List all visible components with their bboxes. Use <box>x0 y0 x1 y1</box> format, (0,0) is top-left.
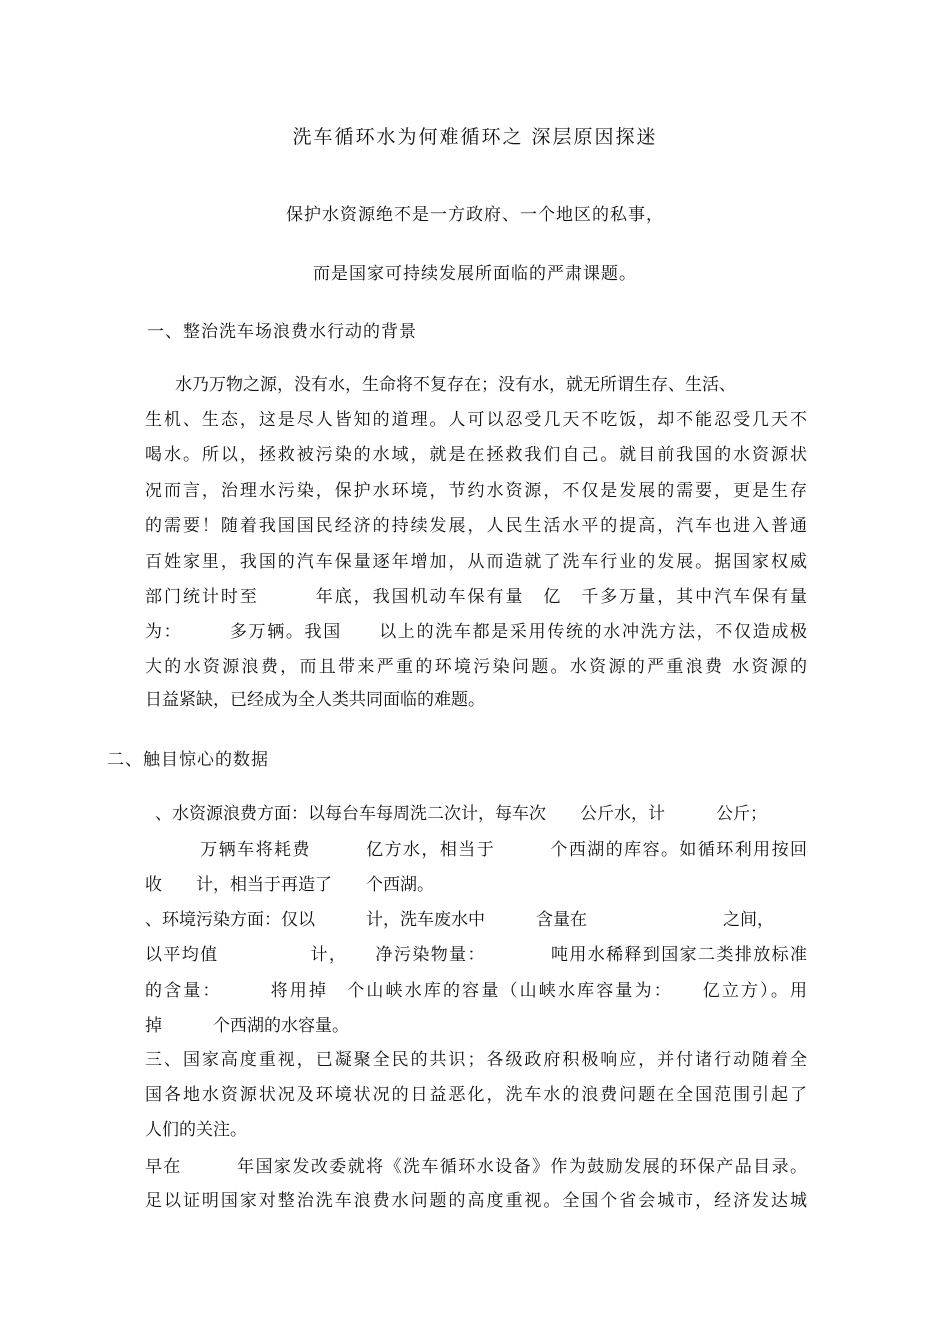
paragraph-line: 足以证明国家对整治洗车浪费水问题的高度重视。全国个省会城市，经济发达城 <box>145 1191 807 1211</box>
paragraph-line: 水乃万物之源，没有水，生命将不复存在；没有水，就无所谓生存、生活、 <box>175 375 736 395</box>
paragraph-line: 生机、生态，这是尽人皆知的道理。人可以忍受几天不吃饭，却不能忍受几天不 <box>145 410 807 430</box>
intro-line: 保护水资源绝不是一方政府、一个地区的私事， <box>286 205 664 225</box>
paragraph-line: 万辆车将耗费 亿方水，相当于 个西湖的库容。如循环利用按回 <box>145 840 807 860</box>
paragraph-line: 、水资源浪费方面：以每台车每周洗二次计，每车次 公斤水，计 公斤； <box>155 804 767 824</box>
paragraph-line: 大的水资源浪费，而且带来严重的环境污染问题。水资源的严重浪费 水资源的 <box>145 657 807 677</box>
document-title: 洗车循环水为何难循环之 深层原因探迷 <box>292 126 658 148</box>
paragraph-line: 、环境污染方面：仅以 计，洗车废水中 含量在 之间， <box>145 910 774 930</box>
paragraph-line: 百姓家里，我国的汽车保量逐年增加，从而造就了洗车行业的发展。据国家权威 <box>145 552 807 572</box>
paragraph-line: 掉 个西湖的水容量。 <box>145 1016 349 1036</box>
paragraph-line: 早在 年国家发改委就将《洗车循环水设备》作为鼓励发展的环保产品目录。 <box>145 1157 807 1177</box>
paragraph-line: 国各地水资源状况及环境状况的日益恶化，洗车水的浪费问题在全国范围引起了 <box>145 1085 807 1105</box>
paragraph-line: 人们的关注。 <box>145 1120 247 1140</box>
section-heading: 一、整治洗车场浪费水行动的背景 <box>147 322 417 342</box>
paragraph-line: 的含量： 将用掉 个山峡水库的容量（山峡水库容量为： 亿立方）。用 <box>145 981 807 1001</box>
paragraph-line: 为： 多万辆。我国 以上的洗车都是采用传统的水冲洗方法，不仅造成极 <box>145 622 807 642</box>
paragraph-line: 以平均值 计， 净污染物量： 吨用水稀释到国家二类排放标准 <box>145 945 807 965</box>
intro-line: 而是国家可持续发展所面临的严肃课题。 <box>313 264 637 284</box>
paragraph-line: 喝水。所以，拯救被污染的水域，就是在拯救我们自己。就目前我国的水资源状 <box>145 445 807 465</box>
paragraph-line: 部门统计时至 年底，我国机动车保有量 亿 千多万量，其中汽车保有量 <box>145 587 807 607</box>
paragraph-line: 收 计，相当于再造了 个西湖。 <box>145 875 434 895</box>
paragraph-line: 三、国家高度重视，已凝聚全民的共识；各级政府积极响应，并付诸行动随着全 <box>145 1050 807 1070</box>
section-heading: 二、触目惊心的数据 <box>107 750 269 770</box>
paragraph-line: 况而言，治理水污染，保护水环境，节约水资源，不仅是发展的需要，更是生存 <box>145 481 807 501</box>
paragraph-line: 的需要！随着我国国民经济的持续发展，人民生活水平的提高，汽车也进入普通 <box>145 516 807 536</box>
paragraph-line: 日益紧缺，已经成为全人类共同面临的难题。 <box>145 690 485 710</box>
